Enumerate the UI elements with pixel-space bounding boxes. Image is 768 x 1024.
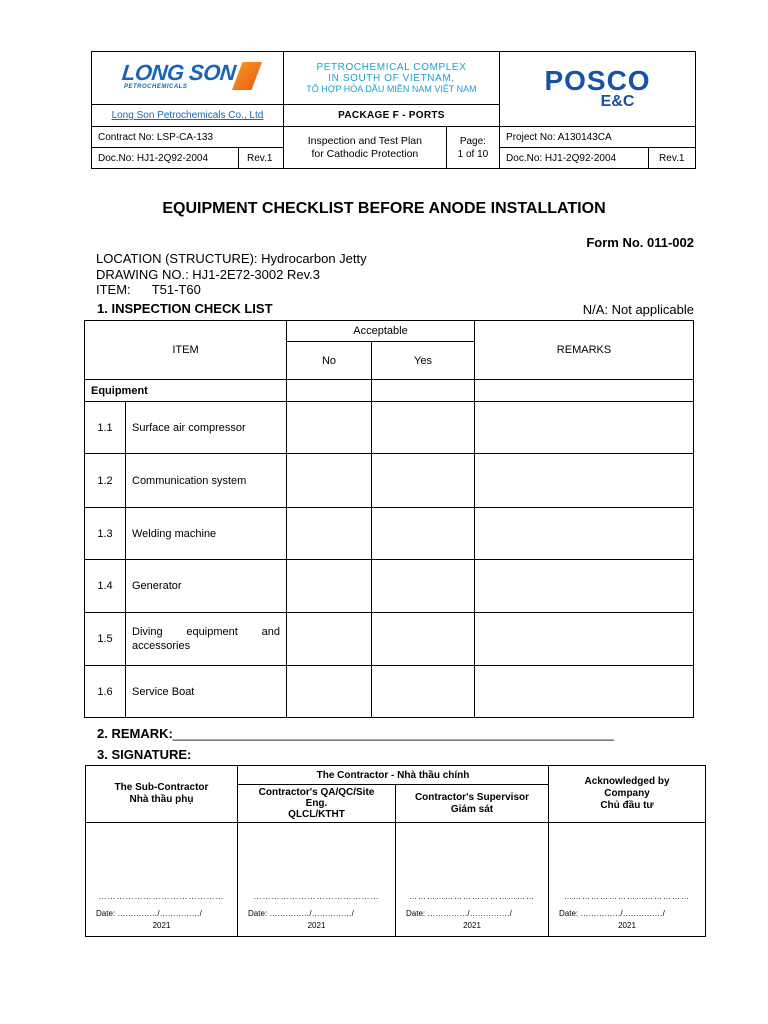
- item-line: [96, 282, 201, 297]
- section-2-heading: 2. REMARK:_____________________________________________________________: [97, 726, 614, 741]
- table-row: [85, 560, 694, 613]
- plan-title-cell: [283, 127, 446, 169]
- remarks-cell[interactable]: [475, 402, 694, 454]
- date-field[interactable]: Date: ……………/……………/: [248, 909, 354, 918]
- no-checkbox-cell[interactable]: [287, 402, 372, 454]
- doc-no-left-cell: [92, 148, 284, 169]
- remarks-cell[interactable]: [475, 666, 694, 718]
- page-cell: [446, 127, 499, 169]
- date-field[interactable]: Date: ……………/……………/: [406, 909, 512, 918]
- document-header-table: [91, 51, 696, 169]
- yes-checkbox-cell[interactable]: [372, 402, 475, 454]
- signature-line: ……………………………………: [253, 892, 380, 901]
- table-row: [85, 666, 694, 718]
- row-item-name: Service Boat: [126, 666, 287, 718]
- page-value: 1 of 10: [457, 148, 489, 160]
- qa-qc-header: Contractor's QA/QC/Site Eng. QLCL/KTHT: [238, 785, 396, 823]
- project-no: Project No: A130143CA: [500, 127, 696, 148]
- no-checkbox-cell[interactable]: [287, 560, 372, 613]
- posco-logo: POSCO: [544, 65, 651, 96]
- signature-box-company[interactable]: [549, 823, 706, 937]
- year-label: 2021: [307, 921, 326, 930]
- contract-no: Contract No: LSP-CA-133: [92, 127, 284, 148]
- no-checkbox-cell[interactable]: [287, 508, 372, 560]
- inspection-checklist-table: [84, 320, 694, 718]
- page-label: Page:: [459, 135, 486, 147]
- table-row: [85, 613, 694, 666]
- remarks-cell[interactable]: [475, 613, 694, 666]
- item-value: T51-T60: [151, 282, 201, 297]
- row-number: 1.4: [85, 560, 126, 613]
- year-label: 2021: [618, 921, 636, 930]
- plan-line-2: for Cathodic Protection: [311, 147, 419, 160]
- row-item-name: Surface air compressor: [126, 402, 287, 454]
- row-number: 1.5: [85, 613, 126, 666]
- table-row: [85, 508, 694, 560]
- posco-subtitle: E&C: [600, 93, 635, 110]
- rev-right: Rev.1: [648, 148, 696, 169]
- row-item-name: Welding machine: [126, 508, 287, 560]
- long-son-logo: [92, 52, 283, 104]
- signature-table: [85, 765, 706, 937]
- remarks-cell[interactable]: [475, 560, 694, 613]
- column-header-acceptable: Acceptable: [287, 321, 475, 342]
- complex-line-1: PETROCHEMICAL COMPLEX: [316, 61, 467, 73]
- plan-line-1: Inspection and Test Plan: [307, 134, 422, 147]
- sub-contractor-header: The Sub-Contractor Nhà thầu phụ: [86, 766, 238, 823]
- section-3-heading: 3. SIGNATURE:: [97, 747, 192, 762]
- column-header-item: ITEM: [85, 321, 287, 380]
- doc-no-left: Doc.No: HJ1-2Q92-2004: [98, 152, 209, 164]
- logo-stripe-icon: [232, 62, 262, 90]
- year-label: 2021: [152, 921, 171, 930]
- company-link[interactable]: Long Son Petrochemicals Co., Ltd: [92, 105, 284, 127]
- date-field[interactable]: Date: ……………/……………/: [96, 909, 202, 918]
- yes-checkbox-cell[interactable]: [372, 508, 475, 560]
- column-header-no: No: [287, 342, 372, 380]
- section-1-heading: 1. INSPECTION CHECK LIST: [97, 301, 273, 316]
- complex-title-cell: [283, 52, 499, 105]
- signature-line: ……………………………………: [564, 892, 690, 901]
- column-header-remarks: REMARKS: [475, 321, 694, 380]
- row-number: 1.2: [85, 454, 126, 508]
- remarks-cell[interactable]: [475, 454, 694, 508]
- check-cell[interactable]: [372, 380, 475, 402]
- complex-line-2: IN SOUTH OF VIETNAM,: [328, 72, 455, 84]
- drawing-line: DRAWING NO.: HJ1-2E72-3002 Rev.3: [96, 267, 320, 282]
- yes-checkbox-cell[interactable]: [372, 613, 475, 666]
- logo-subtitle: PETROCHEMICALS: [124, 84, 188, 90]
- row-number: 1.6: [85, 666, 126, 718]
- item-label: ITEM:: [96, 282, 131, 297]
- doc-no-right: Doc.No: HJ1-2Q92-2004: [500, 148, 648, 169]
- na-note: N/A: Not applicable: [582, 302, 694, 317]
- acknowledged-header: Acknowledged by Company Chủ đầu tư: [549, 766, 706, 823]
- no-checkbox-cell[interactable]: [287, 666, 372, 718]
- yes-checkbox-cell[interactable]: [372, 454, 475, 508]
- complex-line-3: TỔ HỢP HÓA DẦU MIỀN NAM VIỆT NAM: [306, 83, 477, 94]
- rev-left: Rev.1: [238, 148, 272, 168]
- remarks-cell[interactable]: [475, 380, 694, 402]
- date-field[interactable]: Date: ……………/……………/: [559, 909, 665, 918]
- remark-line[interactable]: _____________________________________________________________: [172, 726, 614, 741]
- signature-box-sub-contractor[interactable]: [86, 823, 238, 937]
- year-label: 2021: [463, 921, 481, 930]
- column-header-yes: Yes: [372, 342, 475, 380]
- row-item-name: Communication system: [126, 454, 287, 508]
- form-title: EQUIPMENT CHECKLIST BEFORE ANODE INSTALLATION: [162, 200, 606, 217]
- row-number: 1.1: [85, 402, 126, 454]
- form-number: Form No. 011-002: [586, 235, 694, 250]
- signature-line: ……………………………………: [409, 892, 535, 901]
- signature-line: ……………………………………: [98, 892, 225, 901]
- no-checkbox-cell[interactable]: [287, 613, 372, 666]
- table-row: [85, 402, 694, 454]
- contractor-header: The Contractor - Nhà thầu chính: [238, 766, 549, 785]
- location-line: LOCATION (STRUCTURE): Hydrocarbon Jetty: [96, 251, 367, 266]
- signature-box-qa-qc[interactable]: [238, 823, 396, 937]
- yes-checkbox-cell[interactable]: [372, 666, 475, 718]
- supervisor-header: Contractor's Supervisor Giám sát: [396, 785, 549, 823]
- remarks-cell[interactable]: [475, 508, 694, 560]
- long-son-logo-cell: [92, 52, 284, 105]
- logo-name: LONG SON: [120, 60, 237, 85]
- row-number: 1.3: [85, 508, 126, 560]
- yes-checkbox-cell[interactable]: [372, 560, 475, 613]
- table-row: [85, 454, 694, 508]
- row-item-name: Diving equipment and accessories: [126, 613, 287, 666]
- row-item-name: Generator: [126, 560, 287, 613]
- signature-box-supervisor[interactable]: [396, 823, 549, 937]
- posco-logo-cell: [500, 52, 696, 127]
- no-checkbox-cell[interactable]: [287, 454, 372, 508]
- check-cell[interactable]: [287, 380, 372, 402]
- group-equipment: Equipment: [85, 380, 287, 402]
- package-title: PACKAGE F - PORTS: [283, 105, 499, 127]
